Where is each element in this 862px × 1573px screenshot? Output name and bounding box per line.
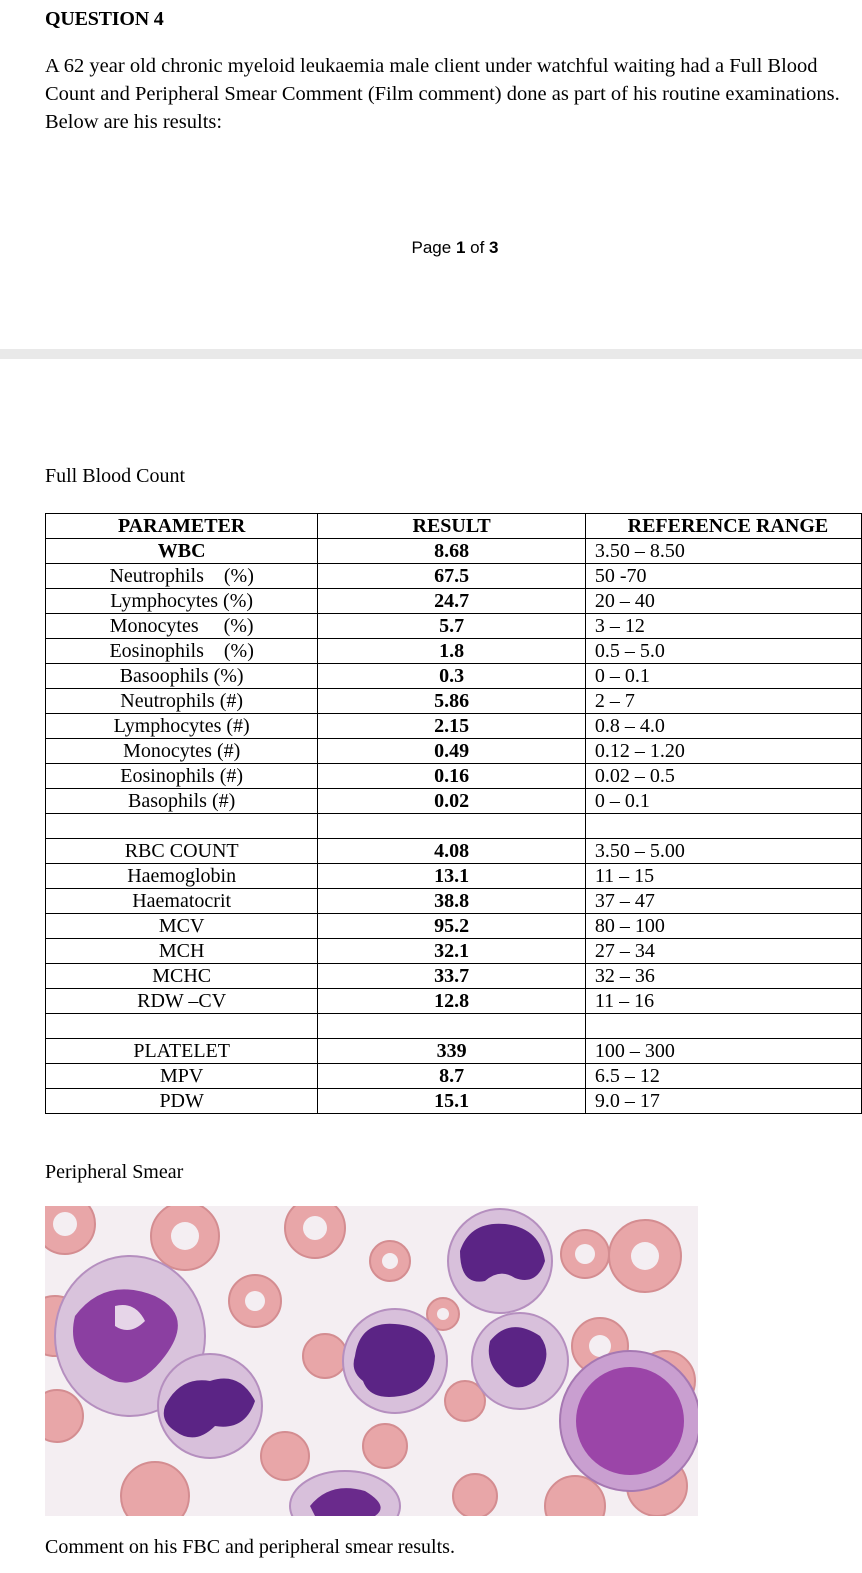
table-row — [46, 1014, 862, 1039]
table-row — [46, 539, 862, 564]
parameter-cell: Haemoglobin — [46, 864, 318, 889]
result-cell: 2.15 — [318, 714, 586, 739]
table-row — [46, 1039, 862, 1064]
table-row — [46, 964, 862, 989]
reference-range-cell: 0.02 – 0.5 — [585, 764, 861, 789]
parameter-cell: RDW –CV — [46, 989, 318, 1014]
result-cell: 95.2 — [318, 914, 586, 939]
smear-heading: Peripheral Smear — [45, 1161, 184, 1183]
table-row — [46, 664, 862, 689]
reference-range-cell: 2 – 7 — [585, 689, 861, 714]
table-row — [46, 1089, 862, 1114]
fbc-heading: Full Blood Count — [45, 465, 186, 487]
table-row — [46, 864, 862, 889]
parameter-cell: Eosinophils (#) — [46, 764, 318, 789]
table-row — [46, 614, 862, 639]
reference-range-cell: 0.12 – 1.20 — [585, 739, 861, 764]
reference-range-cell: 100 – 300 — [585, 1039, 861, 1064]
reference-range-cell: 80 – 100 — [585, 914, 861, 939]
result-cell — [318, 1014, 586, 1039]
result-cell: 8.68 — [318, 539, 586, 564]
result-cell: 33.7 — [318, 964, 586, 989]
reference-range-cell: 37 – 47 — [585, 889, 861, 914]
result-cell — [318, 814, 586, 839]
reference-range-cell: 0 – 0.1 — [585, 664, 861, 689]
table-row — [46, 939, 862, 964]
reference-range-cell: 0 – 0.1 — [585, 789, 861, 814]
result-cell: 32.1 — [318, 939, 586, 964]
table-row — [46, 839, 862, 864]
parameter-cell: RBC COUNT — [46, 839, 318, 864]
result-cell: 15.1 — [318, 1089, 586, 1114]
result-cell: 0.3 — [318, 664, 586, 689]
parameter-cell: Lymphocytes (%) — [46, 589, 318, 614]
table-row — [46, 739, 862, 764]
parameter-cell: Neutrophils (%) — [46, 564, 318, 589]
reference-range-cell: 11 – 15 — [585, 864, 861, 889]
result-cell: 1.8 — [318, 639, 586, 664]
reference-range-cell: 9.0 – 17 — [585, 1089, 861, 1114]
intro-line: Count and Peripheral Smear Comment (Film comment) done as part of his routine examinations. — [45, 83, 840, 105]
question-intro — [45, 52, 862, 136]
parameter-cell — [46, 814, 318, 839]
reference-range-cell: 6.5 – 12 — [585, 1064, 861, 1089]
result-cell: 5.86 — [318, 689, 586, 714]
reference-range-cell: 3.50 – 8.50 — [585, 539, 861, 564]
result-cell: 67.5 — [318, 564, 586, 589]
parameter-cell — [46, 1014, 318, 1039]
question-title: QUESTION 4 — [45, 8, 164, 30]
column-header-result: RESULT — [318, 514, 586, 539]
table-row — [46, 714, 862, 739]
reference-range-cell — [585, 814, 861, 839]
page-current: 1 — [455, 238, 466, 257]
table-row — [46, 914, 862, 939]
table-row — [46, 814, 862, 839]
parameter-cell: WBC — [46, 539, 318, 564]
result-cell: 38.8 — [318, 889, 586, 914]
result-cell: 5.7 — [318, 614, 586, 639]
reference-range-cell: 3.50 – 5.00 — [585, 839, 861, 864]
column-header-parameter: PARAMETER — [46, 514, 318, 539]
parameter-cell: MCH — [46, 939, 318, 964]
blood-smear-micrograph-icon — [45, 1206, 698, 1516]
reference-range-cell: 20 – 40 — [585, 589, 861, 614]
parameter-cell: Basoophils (%) — [46, 664, 318, 689]
result-cell: 4.08 — [318, 839, 586, 864]
parameter-cell: MPV — [46, 1064, 318, 1089]
parameter-cell: PDW — [46, 1089, 318, 1114]
table-row — [46, 889, 862, 914]
parameter-cell: Basophils (#) — [46, 789, 318, 814]
parameter-cell: MCV — [46, 914, 318, 939]
result-cell: 0.02 — [318, 789, 586, 814]
result-cell: 8.7 — [318, 1064, 586, 1089]
reference-range-cell: 0.5 – 5.0 — [585, 639, 861, 664]
result-cell: 0.16 — [318, 764, 586, 789]
table-row — [46, 564, 862, 589]
intro-line: A 62 year old chronic myeloid leukaemia male client under watchful waiting had a Full Blood — [45, 55, 818, 77]
column-header-reference-range: REFERENCE RANGE — [585, 514, 861, 539]
parameter-cell: Lymphocytes (#) — [46, 714, 318, 739]
result-cell: 13.1 — [318, 864, 586, 889]
table-row — [46, 589, 862, 614]
parameter-cell: Monocytes (%) — [46, 614, 318, 639]
result-cell: 12.8 — [318, 989, 586, 1014]
table-row — [46, 1064, 862, 1089]
page-total: 3 — [489, 238, 499, 257]
table-row — [46, 764, 862, 789]
fbc-table — [45, 513, 862, 1114]
reference-range-cell: 0.8 – 4.0 — [585, 714, 861, 739]
parameter-cell: MCHC — [46, 964, 318, 989]
page-separator — [0, 349, 862, 359]
parameter-cell: Eosinophils (%) — [46, 639, 318, 664]
reference-range-cell — [585, 1014, 861, 1039]
parameter-cell: Haematocrit — [46, 889, 318, 914]
fbc-table-body — [46, 539, 862, 1114]
parameter-cell: Neutrophils (#) — [46, 689, 318, 714]
result-cell: 339 — [318, 1039, 586, 1064]
table-row — [46, 789, 862, 814]
reference-range-cell: 3 – 12 — [585, 614, 861, 639]
result-cell: 24.7 — [318, 589, 586, 614]
reference-range-cell: 27 – 34 — [585, 939, 861, 964]
reference-range-cell: 11 – 16 — [585, 989, 861, 1014]
table-row — [46, 989, 862, 1014]
parameter-cell: Monocytes (#) — [46, 739, 318, 764]
table-row — [46, 639, 862, 664]
intro-line: Below are his results: — [45, 111, 223, 133]
page-number: Page 1 of 3 — [411, 238, 499, 257]
table-header-row — [46, 514, 862, 539]
closing-question: Comment on his FBC and peripheral smear results. — [45, 1536, 455, 1558]
table-row — [46, 689, 862, 714]
reference-range-cell: 32 – 36 — [585, 964, 861, 989]
blood-smear-image — [45, 1206, 698, 1516]
reference-range-cell: 50 -70 — [585, 564, 861, 589]
parameter-cell: PLATELET — [46, 1039, 318, 1064]
result-cell: 0.49 — [318, 739, 586, 764]
